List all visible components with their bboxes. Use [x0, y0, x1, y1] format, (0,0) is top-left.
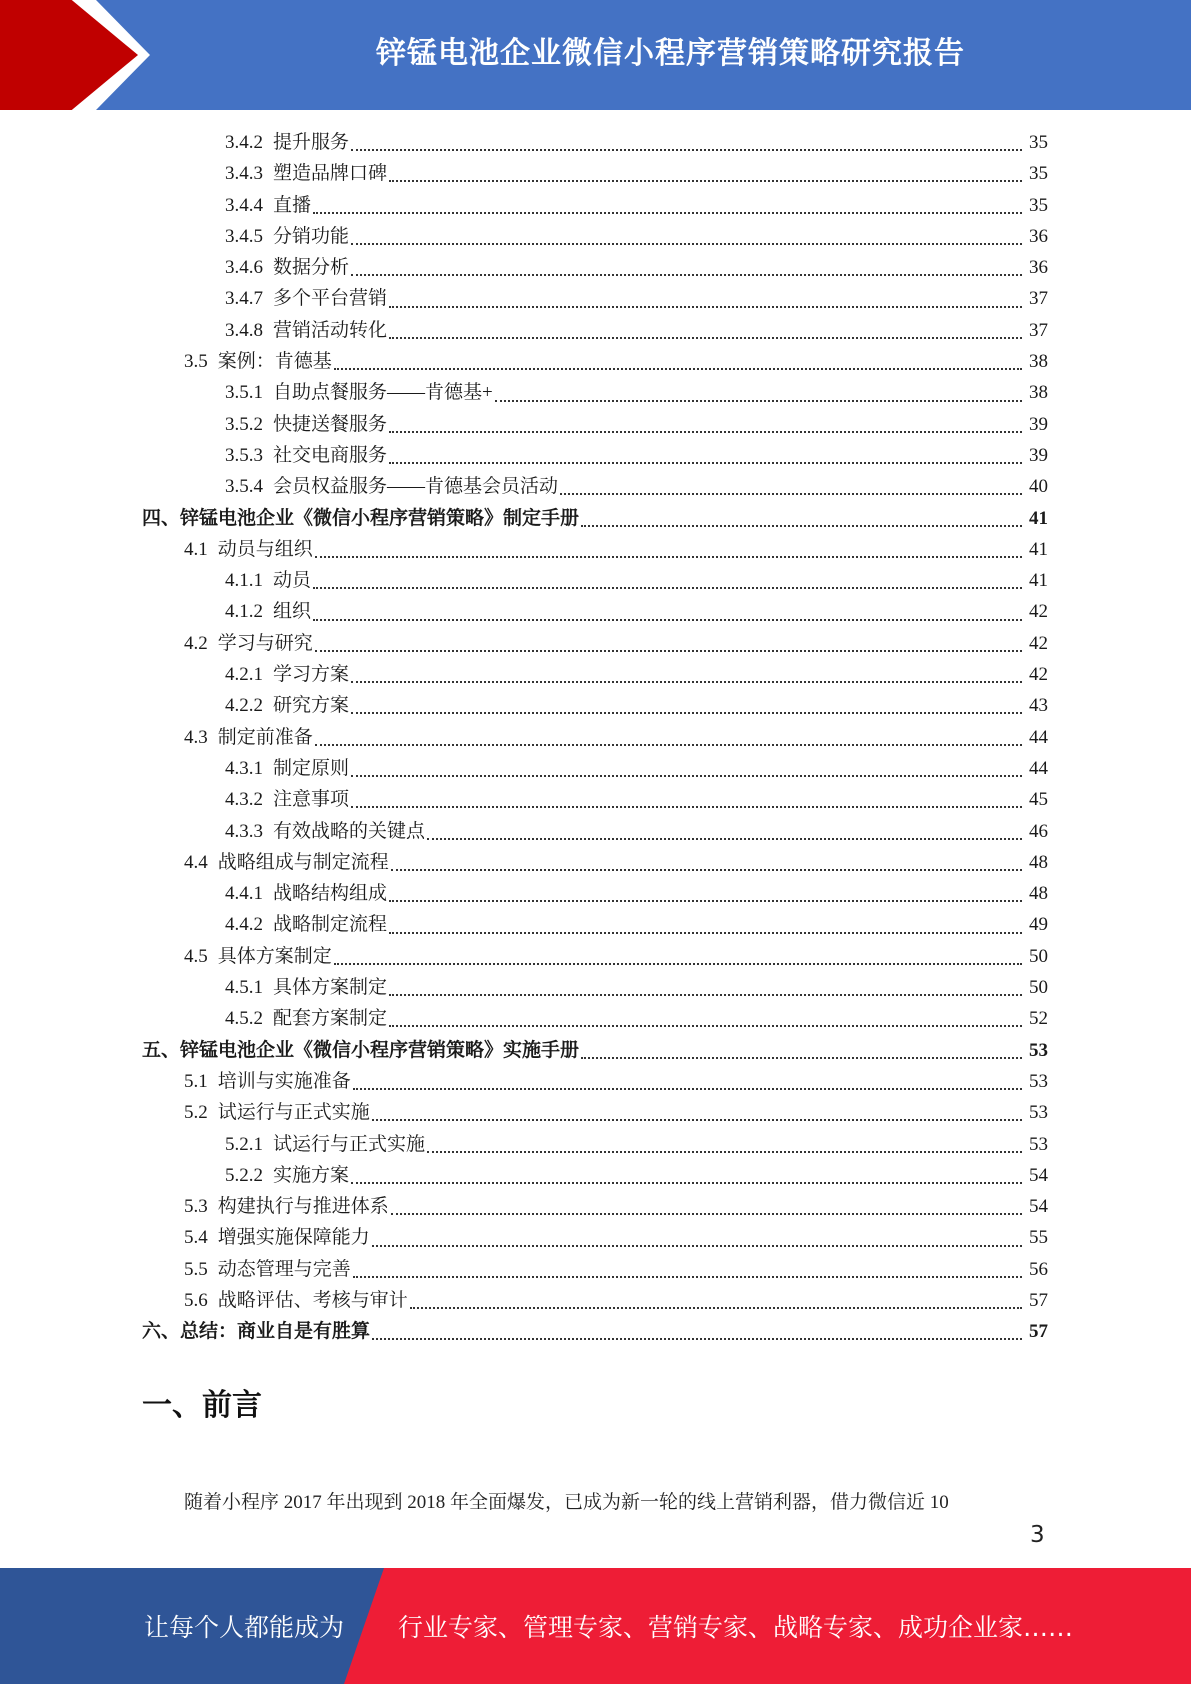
toc-entry[interactable]	[142, 847, 1048, 878]
toc-entry-page: 41	[1029, 538, 1048, 560]
toc-entry-number: 5.4	[184, 1227, 208, 1249]
toc-entry-number: 4.1.1	[225, 570, 263, 592]
toc-dot-leader	[315, 649, 1022, 652]
toc-entry-number: 4.4	[184, 851, 208, 873]
toc-entry-number: 5.2.1	[225, 1133, 263, 1155]
toc-dot-leader	[353, 1087, 1022, 1090]
toc-entry[interactable]	[142, 909, 1048, 940]
toc-entry[interactable]	[142, 878, 1048, 909]
toc-entry-number: 3.5.2	[225, 413, 263, 435]
footer-slogan-right: 行业专家、管理专家、营销专家、战略专家、成功企业家……	[398, 1613, 1074, 1642]
toc-dot-leader	[389, 931, 1022, 934]
toc-entry-number: 4.2.2	[225, 695, 263, 717]
toc-entry-title: 有效战略的关键点	[273, 820, 426, 842]
toc-entry-title: 试运行与正式实施	[273, 1133, 426, 1155]
toc-entry-title: 学习与研究	[217, 632, 313, 654]
toc-entry[interactable]	[142, 596, 1048, 627]
toc-entry-title: 实施方案	[273, 1164, 350, 1186]
toc-dot-leader	[391, 1212, 1022, 1215]
toc-entry-number: 4.3.3	[225, 820, 263, 842]
toc-dot-leader	[334, 367, 1022, 370]
toc-entry[interactable]	[142, 1191, 1048, 1222]
toc-dot-leader	[560, 492, 1022, 495]
toc-entry-title: 制定原则	[273, 757, 350, 779]
toc-entry[interactable]	[142, 784, 1048, 815]
toc-entry[interactable]	[142, 1003, 1048, 1034]
toc-entry-number: 3.4.3	[225, 163, 263, 185]
toc-entry-number: 3.4.2	[225, 132, 263, 153]
toc-entry-title: 研究方案	[273, 695, 350, 717]
toc-dot-leader	[389, 179, 1022, 182]
toc-dot-leader	[427, 837, 1022, 840]
toc-entry-title: 战略制定流程	[273, 914, 388, 936]
toc-entry-title: 具体方案制定	[217, 945, 332, 967]
page-footer	[0, 1568, 1191, 1684]
toc-entry[interactable]	[142, 1222, 1048, 1253]
toc-entry-number: 3.5.1	[225, 382, 263, 404]
toc-entry[interactable]	[142, 722, 1048, 753]
toc-dot-leader	[334, 962, 1022, 965]
toc-entry-number: 4.3.2	[225, 789, 263, 811]
toc-entry[interactable]	[142, 534, 1048, 565]
toc-entry-page: 44	[1029, 726, 1048, 748]
toc-entry-page: 36	[1029, 257, 1048, 279]
toc-entry-title: 快捷送餐服务	[273, 413, 388, 435]
toc-entry[interactable]	[142, 471, 1048, 502]
toc-entry-page: 49	[1029, 914, 1048, 936]
toc-entry-page: 50	[1029, 977, 1048, 999]
toc-dot-leader	[372, 1118, 1022, 1121]
toc-entry-page: 55	[1029, 1227, 1048, 1249]
toc-entry-page: 39	[1029, 444, 1048, 466]
toc-entry-number: 3.5	[184, 351, 208, 373]
report-title: 锌锰电池企业微信小程序营销策略研究报告	[376, 36, 965, 71]
toc-entry-title: 提升服务	[273, 132, 350, 153]
toc-entry-page: 57	[1029, 1321, 1048, 1343]
toc-entry-title: 战略结构组成	[273, 883, 388, 905]
toc-entry[interactable]	[142, 158, 1048, 189]
toc-entry[interactable]	[142, 190, 1048, 221]
toc-dot-leader	[389, 1024, 1022, 1027]
toc-entry-page: 36	[1029, 225, 1048, 247]
toc-entry-page: 53	[1029, 1070, 1048, 1092]
toc-entry[interactable]	[142, 346, 1048, 377]
toc-entry-number: 4.4.1	[225, 883, 263, 905]
toc-entry-number: 3.5.3	[225, 444, 263, 466]
toc-entry-number: 4.2.1	[225, 664, 263, 686]
toc-dot-leader	[389, 305, 1022, 308]
toc-entry-page: 42	[1029, 664, 1048, 686]
toc-entry-page: 38	[1029, 351, 1048, 373]
toc-dot-leader	[351, 805, 1022, 808]
toc-entry-page: 44	[1029, 757, 1048, 779]
toc-entry-title: 营销活动转化	[273, 319, 388, 341]
toc-entry-title: 案例：肯德基	[217, 351, 332, 373]
toc-dot-leader	[315, 555, 1022, 558]
toc-entry-title: 动态管理与完善	[217, 1258, 351, 1280]
toc-entry[interactable]	[142, 1316, 1048, 1347]
page-header	[0, 0, 1191, 110]
toc-entry[interactable]	[142, 283, 1048, 314]
toc-entry-number: 4.4.2	[225, 914, 263, 936]
toc-entry-number: 3.4.6	[225, 257, 263, 279]
toc-entry-page: 43	[1029, 695, 1048, 717]
toc-entry-title: 四、锌锰电池企业《微信小程序营销策略》制定手册	[142, 507, 580, 529]
toc-dot-leader	[351, 774, 1022, 777]
toc-dot-leader	[372, 1337, 1022, 1340]
toc-entry-title: 组织	[273, 601, 312, 623]
toc-dot-leader	[351, 242, 1022, 245]
page-number: 3	[1030, 1522, 1045, 1548]
toc-entry-page: 50	[1029, 945, 1048, 967]
toc-entry-title: 构建执行与推进体系	[217, 1196, 389, 1218]
toc-entry-number: 4.1.2	[225, 601, 263, 623]
toc-entry-title: 塑造品牌口碑	[273, 163, 388, 185]
toc-dot-leader	[389, 993, 1022, 996]
toc-entry[interactable]	[142, 440, 1048, 471]
toc-entry[interactable]	[142, 1035, 1048, 1066]
toc-entry-title: 分销功能	[273, 225, 350, 247]
toc-entry-number: 3.4.8	[225, 319, 263, 341]
header-chevron-arrow	[0, 0, 138, 110]
toc-entry-number: 5.3	[184, 1196, 208, 1218]
toc-entry-title: 配套方案制定	[273, 1008, 388, 1030]
toc-entry-title: 直播	[273, 194, 312, 216]
toc-entry[interactable]	[142, 221, 1048, 252]
toc-entry-title: 制定前准备	[217, 726, 313, 748]
toc-dot-leader	[313, 211, 1022, 214]
toc-dot-leader	[315, 743, 1022, 746]
toc-dot-leader	[495, 399, 1022, 402]
toc-entry-number: 4.3	[184, 726, 208, 748]
toc-dot-leader	[351, 273, 1022, 276]
toc-entry-number: 4.5.1	[225, 977, 263, 999]
toc-dot-leader	[389, 336, 1022, 339]
toc-entry[interactable]	[142, 1285, 1048, 1316]
toc-entry-page: 45	[1029, 789, 1048, 811]
toc-entry-page: 41	[1029, 570, 1048, 592]
toc-entry-title: 增强实施保障能力	[217, 1227, 370, 1249]
toc-entry-title: 战略评估、考核与审计	[217, 1289, 408, 1311]
toc-entry-number: 5.2.2	[225, 1164, 263, 1186]
toc-dot-leader	[391, 868, 1022, 871]
toc-entry-page: 56	[1029, 1258, 1048, 1280]
toc-entry-number: 4.5.2	[225, 1008, 263, 1030]
toc-dot-leader	[351, 680, 1022, 683]
toc-entry-page: 48	[1029, 851, 1048, 873]
toc-entry-page: 38	[1029, 382, 1048, 404]
toc-dot-leader	[351, 148, 1022, 151]
toc-dot-leader	[410, 1306, 1022, 1309]
toc-entry-number: 5.5	[184, 1258, 208, 1280]
toc-entry-number: 3.4.5	[225, 225, 263, 247]
toc-entry-title: 自助点餐服务——肯德基+	[273, 382, 493, 404]
footer-slogan-left: 让每个人都能成为	[144, 1613, 345, 1642]
toc-entry-page: 35	[1029, 132, 1048, 153]
toc-entry-page: 42	[1029, 632, 1048, 654]
section-heading: 一、前言	[142, 1388, 262, 1423]
toc-entry-page: 54	[1029, 1164, 1048, 1186]
toc-dot-leader	[351, 1181, 1022, 1184]
toc-entry-title: 培训与实施准备	[217, 1070, 351, 1092]
toc-entry-number: 5.6	[184, 1289, 208, 1311]
toc-entry-number: 5.2	[184, 1102, 208, 1124]
toc-entry-page: 53	[1029, 1133, 1048, 1155]
toc-entry[interactable]	[142, 1254, 1048, 1285]
toc-dot-leader	[313, 586, 1022, 589]
toc-dot-leader	[353, 1275, 1022, 1278]
toc-entry-number: 3.4.4	[225, 194, 263, 216]
toc-entry-number: 5.1	[184, 1070, 208, 1092]
toc-entry-number: 4.5	[184, 945, 208, 967]
toc-entry-page: 35	[1029, 194, 1048, 216]
toc-entry[interactable]	[142, 659, 1048, 690]
toc-entry[interactable]	[142, 628, 1048, 659]
toc-entry-title: 战略组成与制定流程	[217, 851, 389, 873]
toc-entry-title: 注意事项	[273, 789, 350, 811]
toc-entry-number: 4.1	[184, 538, 208, 560]
toc-entry-page: 37	[1029, 319, 1048, 341]
toc-entry-number: 4.3.1	[225, 757, 263, 779]
toc-entry-title: 动员与组织	[217, 538, 313, 560]
toc-entry[interactable]	[142, 252, 1048, 283]
toc-dot-leader	[389, 899, 1022, 902]
toc-dot-leader	[581, 524, 1022, 527]
toc-dot-leader	[389, 430, 1022, 433]
toc-entry[interactable]	[142, 127, 1048, 158]
toc-entry-title: 试运行与正式实施	[217, 1102, 370, 1124]
toc-entry[interactable]	[142, 1097, 1048, 1128]
toc-entry-page: 53	[1029, 1102, 1048, 1124]
toc-entry-page: 37	[1029, 288, 1048, 310]
toc-entry[interactable]	[142, 1066, 1048, 1097]
toc-entry[interactable]	[142, 1160, 1048, 1191]
toc-entry-number: 3.5.4	[225, 476, 263, 498]
toc-dot-leader	[581, 1056, 1022, 1059]
toc-entry-page: 54	[1029, 1196, 1048, 1218]
toc-entry-page: 57	[1029, 1289, 1048, 1311]
toc-entry[interactable]	[142, 753, 1048, 784]
toc-entry-title: 多个平台营销	[273, 288, 388, 310]
toc-entry-number: 3.4.7	[225, 288, 263, 310]
toc-entry[interactable]	[142, 565, 1048, 596]
toc-entry-title: 六、总结：商业自是有胜算	[142, 1321, 371, 1343]
toc-entry[interactable]	[142, 1129, 1048, 1160]
toc-entry-title: 社交电商服务	[273, 444, 388, 466]
toc-entry-title: 数据分析	[273, 257, 350, 279]
table-of-contents	[142, 127, 1048, 1348]
toc-dot-leader	[427, 1150, 1022, 1153]
toc-entry[interactable]	[142, 377, 1048, 408]
toc-entry-page: 35	[1029, 163, 1048, 185]
toc-entry-title: 五、锌锰电池企业《微信小程序营销策略》实施手册	[142, 1039, 580, 1061]
toc-entry-title: 学习方案	[273, 664, 350, 686]
toc-entry[interactable]	[142, 690, 1048, 721]
toc-entry[interactable]	[142, 816, 1048, 847]
toc-entry-page: 39	[1029, 413, 1048, 435]
body-paragraph: 随着小程序 2017 年出现到 2018 年全面爆发，已成为新一轮的线上营销利器，借力微信近 10	[184, 1492, 949, 1513]
toc-entry[interactable]	[142, 972, 1048, 1003]
toc-entry[interactable]	[142, 503, 1048, 534]
toc-entry-page: 42	[1029, 601, 1048, 623]
toc-entry-page: 46	[1029, 820, 1048, 842]
toc-entry[interactable]	[142, 409, 1048, 440]
toc-dot-leader	[351, 711, 1022, 714]
toc-entry-page: 53	[1029, 1039, 1048, 1061]
toc-entry-title: 具体方案制定	[273, 977, 388, 999]
toc-entry-page: 52	[1029, 1008, 1048, 1030]
toc-dot-leader	[389, 461, 1022, 464]
toc-dot-leader	[313, 618, 1022, 621]
toc-entry-page: 40	[1029, 476, 1048, 498]
toc-entry-page: 48	[1029, 883, 1048, 905]
toc-entry[interactable]	[142, 941, 1048, 972]
toc-dot-leader	[372, 1244, 1022, 1247]
toc-entry-number: 4.2	[184, 632, 208, 654]
toc-entry[interactable]	[142, 315, 1048, 346]
toc-entry-page: 41	[1029, 507, 1048, 529]
toc-entry-title: 动员	[273, 570, 312, 592]
toc-entry-title: 会员权益服务——肯德基会员活动	[273, 476, 559, 498]
